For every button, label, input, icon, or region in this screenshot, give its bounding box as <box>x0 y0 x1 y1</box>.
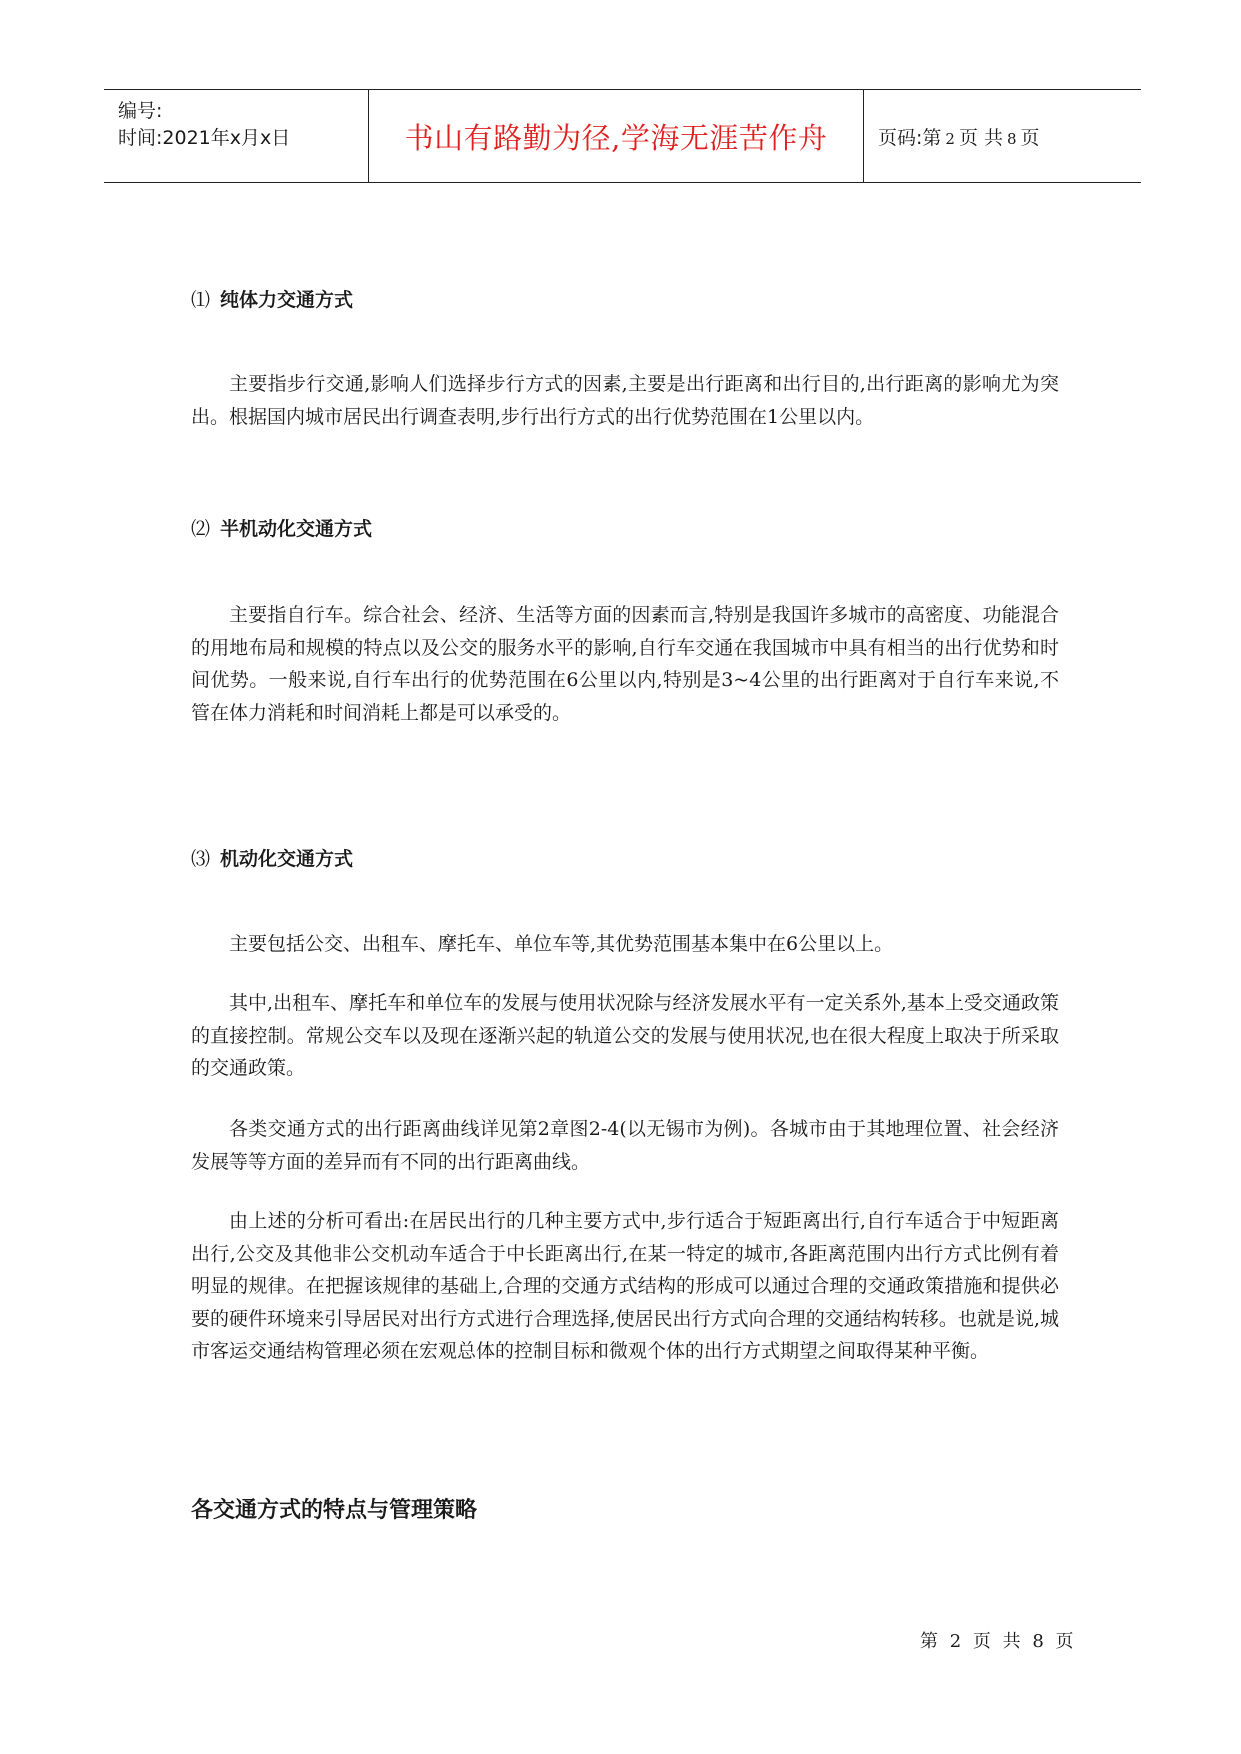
page-footer: 第 2 页 共 8 页 <box>920 1631 1074 1652</box>
paragraph: 由上述的分析可看出:在居民出行的几种主要方式中,步行适合于短距离出行,自行车适合于中短距离出行,公交及其他非公交机动车适合于中长距离出行,在某一特定的城市,各距离范围内出行方式比例有着明显的规律。在把握该规律的基础上,合理的交通方式结构的形成可以通过合理的交通政策措施和提供必要的硬件环境来引导居民对出行方式进行合理选择,使居民出行方式向合理的交通结构转移。也就是说,城市客运交通结构管理必须在宏观总体的控制目标和微观个体的出行方式期望之间取得某种平衡。 <box>191 1210 1059 1362</box>
page-code-prefix: 页码:第 <box>878 127 942 149</box>
page-total: 8 <box>1007 130 1017 148</box>
section-marker: ⑶ <box>191 848 211 870</box>
section-marker: ⑴ <box>191 289 211 311</box>
header-page-cell <box>864 90 1141 182</box>
section-heading-1 <box>191 285 353 312</box>
document-time-label: 时间:2021年x月x日 <box>118 127 291 149</box>
next-section-title: 各交通方式的特点与管理策略 <box>191 1498 478 1523</box>
header-page-code <box>878 123 1040 150</box>
section-heading-2 <box>191 514 372 541</box>
paragraph: 主要包括公交、出租车、摩托车、单位车等,其优势范围基本集中在6公里以上。 <box>229 933 894 955</box>
page-header <box>104 89 1141 183</box>
motto-text: 书山有路勤为径,学海无涯苦作舟 <box>404 121 828 155</box>
page-code-middle: 页 共 <box>958 127 1003 149</box>
paragraph: 主要指步行交通,影响人们选择步行方式的因素,主要是出行距离和出行目的,出行距离的影响尤为突出。根据国内城市居民出行调查表明,步行出行方式的出行优势范围在1公里以内。 <box>191 373 1059 428</box>
paragraph: 各类交通方式的出行距离曲线详见第2章图2-4(以无锡市为例)。各城市由于其地理位置、社会经济发展等等方面的差异而有不同的出行距离曲线。 <box>191 1118 1059 1173</box>
paragraph: 主要指自行车。综合社会、经济、生活等方面的因素而言,特别是我国许多城市的高密度、功能混合的用地布局和规模的特点以及公交的服务水平的影响,自行车交通在我国城市中具有相当的出行优势和时间优势。一般来说,自行车出行的优势范围在6公里以内,特别是3~4公里的出行距离对于自行车来说,不管在体力消耗和时间消耗上都是可以承受的。 <box>191 604 1059 724</box>
header-motto-cell <box>369 90 864 182</box>
section-title: 机动化交通方式 <box>220 848 354 870</box>
section-marker: ⑵ <box>191 518 211 540</box>
document-number-label: 编号: <box>118 100 163 122</box>
section-heading-3 <box>191 844 353 871</box>
paragraph: 其中,出租车、摩托车和单位车的发展与使用状况除与经济发展水平有一定关系外,基本上受交通政策的直接控制。常规公交车以及现在逐渐兴起的轨道公交的发展与使用状况,也在很大程度上取决于所采取的交通政策。 <box>191 992 1059 1079</box>
section-title: 半机动化交通方式 <box>220 518 373 540</box>
header-left-cell <box>104 90 369 182</box>
page-code-suffix: 页 <box>1020 127 1040 149</box>
section-title: 纯体力交通方式 <box>220 289 354 311</box>
page-current: 2 <box>945 130 955 148</box>
